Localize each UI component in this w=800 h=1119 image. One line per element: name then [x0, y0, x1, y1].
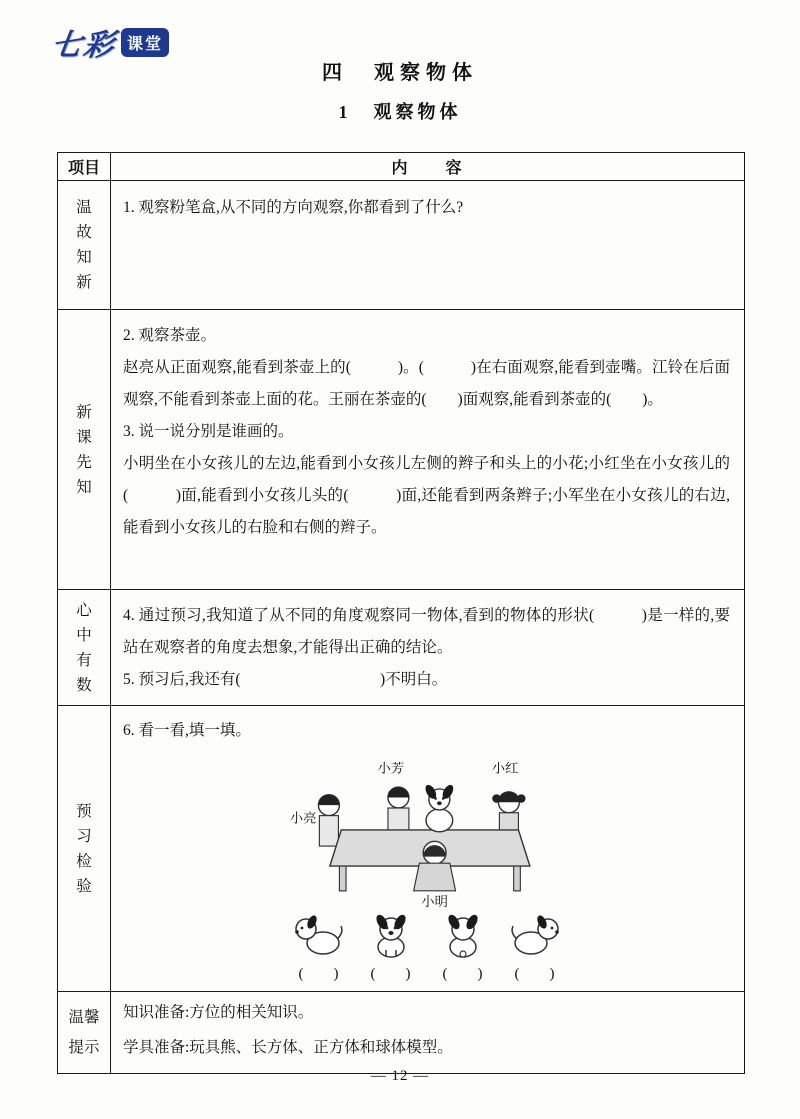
row-review: [58, 180, 744, 309]
row-label-tips: [58, 992, 111, 1073]
row-confidence: [58, 589, 744, 705]
dog-view-col-1: [292, 913, 346, 983]
row-label-confidence-text: 心中有数: [76, 601, 92, 694]
observation-figure: [123, 748, 730, 983]
header-cell-content: 内 容: [391, 160, 464, 177]
answer-blank-4: ( ): [514, 966, 555, 982]
row-content-tips: [111, 992, 744, 1073]
scene-illustration: [277, 748, 577, 908]
dog-side-left-icon: [292, 913, 346, 959]
question-6-text: 6. 看一看,填一填。: [123, 722, 251, 739]
row-content-preview: [111, 310, 744, 589]
brand-logo: [49, 20, 169, 64]
dog-view-col-4: [508, 913, 562, 983]
dog-view-col-3: [436, 913, 490, 983]
unit-title: 四 观察物体: [322, 62, 478, 84]
toy-dog: [423, 783, 455, 832]
row-label-check-text: 预习检验: [76, 802, 92, 895]
dog-side-right-icon: [508, 913, 562, 959]
table-header-row: [58, 153, 744, 180]
answer-blank-2: ( ): [370, 966, 411, 982]
question-2-body: 赵亮从正面观察,能看到茶壶上的( )。( )在右面观察,能看到壶嘴。江铃在后面观察,不能看到茶壶上面的花。王丽在茶壶的( )面观察,能看到茶壶的( )。: [123, 359, 730, 408]
row-content-review: [111, 181, 744, 309]
dog-back-icon: [436, 913, 490, 959]
row-content-check: [111, 706, 744, 991]
kid-xiaofang: [387, 787, 408, 831]
tips-line-2: 学具准备:玩具熊、长方体、正方体和球体模型。: [123, 1039, 453, 1056]
question-5-text: 5. 预习后,我还有( )不明白。: [123, 671, 448, 688]
page-number: — 12 —: [370, 1068, 430, 1084]
question-4-text: 4. 通过预习,我知道了从不同的角度观察同一物体,看到的物体的形状( )是一样的,要站在观察者的角度去想象,才能得出正确的结论。: [123, 607, 730, 656]
row-label-review-text: 温故知新: [76, 199, 92, 291]
label-xiaohong: 小红: [491, 760, 518, 776]
logo-ketang-text: 课堂: [121, 28, 169, 57]
answer-blank-3: ( ): [442, 966, 483, 982]
logo-qicai-text: 七彩: [49, 29, 118, 62]
question-1-text: 1. 观察粉笔盒,从不同的方向观察,你都看到了什么?: [123, 199, 464, 216]
row-tips: [58, 991, 744, 1073]
dog-view-col-2: [364, 913, 418, 983]
row-preview: [58, 309, 744, 589]
row-label-confidence: [58, 590, 111, 705]
kid-xiaohong: [492, 792, 525, 832]
label-xiaoming: 小明: [420, 894, 448, 908]
answer-blank-1: ( ): [298, 966, 339, 982]
question-2-title: 2. 观察茶壶。: [123, 327, 217, 344]
row-content-confidence: [111, 590, 744, 705]
question-3-body: 小明坐在小女孩儿的左边,能看到小女孩儿左侧的辫子和头上的小花;小红坐在小女孩儿的( )面,能看到小女孩儿头的( )面,还能看到两条辫子;小军坐在小女孩儿的右边,能看到小女孩儿的右脸和右侧的辫子。: [123, 455, 730, 536]
row-label-review: [58, 181, 111, 309]
label-xiaofang: 小芳: [376, 760, 404, 776]
tips-line-1: 知识准备:方位的相关知识。: [123, 1004, 314, 1021]
row-check: [58, 705, 744, 991]
header-cell-item: 项目: [58, 153, 111, 180]
lesson-title: 1 观察物体: [338, 102, 462, 122]
worksheet-table: [57, 152, 745, 1074]
dog-front-icon: [364, 913, 418, 959]
row-label-tips-text: 温馨提示: [68, 1008, 100, 1056]
label-xiaoliang: 小亮: [289, 810, 317, 826]
row-label-preview: [58, 310, 111, 589]
row-label-preview-text: 新课先知: [76, 403, 92, 496]
kid-xiaoliang: [318, 795, 339, 846]
dog-views-row: [123, 913, 730, 983]
question-3-title: 3. 说一说分别是谁画的。: [123, 423, 294, 440]
row-label-check: [58, 706, 111, 991]
